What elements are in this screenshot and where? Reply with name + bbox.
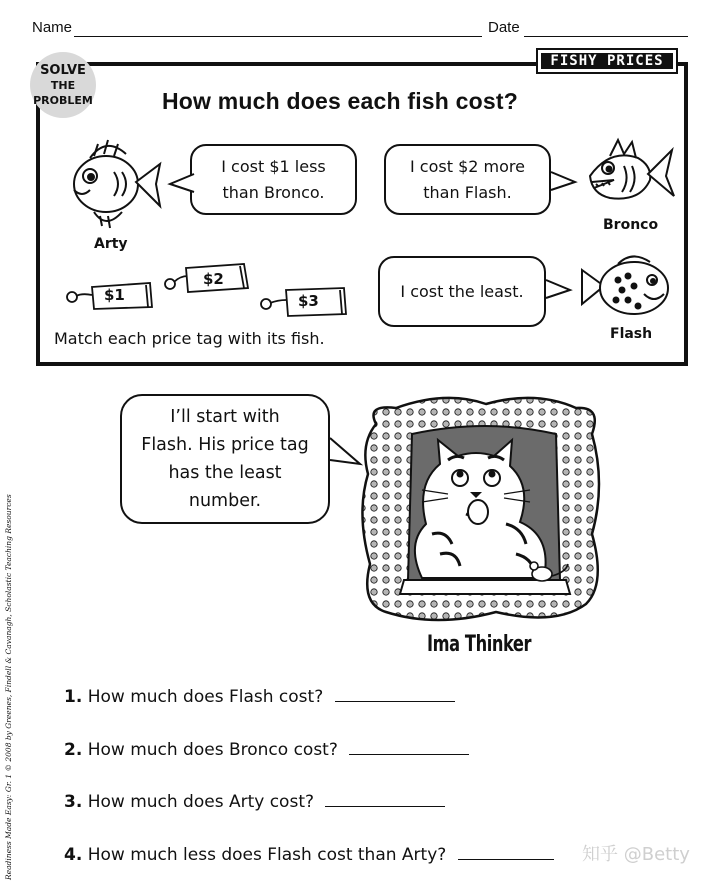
question-2-text: How much does Bronco cost? <box>87 740 338 760</box>
date-field[interactable] <box>524 36 688 37</box>
flash-fish-icon <box>578 250 678 326</box>
bronco-bubble-line-1: I cost $2 more <box>410 156 525 176</box>
arty-bubble-line-1: I cost $1 less <box>221 156 326 176</box>
flash-bubble-text: I cost the least. <box>400 281 524 301</box>
question-4-text: How much less does Flash cost than Arty? <box>87 845 447 865</box>
cat-bubble-line-3: has the least <box>168 463 282 483</box>
arty-bubble-line-2: than Bronco. <box>222 182 325 202</box>
cat-speech-bubble <box>120 394 330 524</box>
arty-name: Arty <box>94 236 128 252</box>
cat-thinker-icon <box>356 394 606 626</box>
date-label: Date <box>488 19 520 36</box>
flash-name: Flash <box>610 326 653 342</box>
badge-line-3: PROBLEM <box>33 93 93 107</box>
cat-caption: Ima Thinker <box>427 632 532 657</box>
badge-line-2: THE <box>50 78 76 92</box>
question-3-number: 3. <box>64 792 83 812</box>
header-row <box>32 16 692 38</box>
question-2-number: 2. <box>64 740 83 760</box>
flash-speech-bubble <box>378 256 546 327</box>
bronco-fish-icon <box>580 136 676 216</box>
question-3-text: How much does Arty cost? <box>87 792 315 812</box>
question-4-number: 4. <box>64 845 83 865</box>
answer-4-field[interactable] <box>458 846 554 860</box>
arty-fish-icon <box>60 132 164 236</box>
bronco-bubble-line-2: than Flash. <box>423 182 512 202</box>
question-2 <box>64 740 469 760</box>
question-1-number: 1. <box>64 687 83 707</box>
cat-bubble-line-1: I’ll start with <box>170 407 280 427</box>
answer-3-field[interactable] <box>325 793 445 807</box>
name-field[interactable] <box>74 36 482 37</box>
name-label: Name <box>32 19 73 36</box>
page-title: How much does each fish cost? <box>162 88 518 114</box>
watermark: 知乎 @Betty <box>582 844 690 865</box>
fishy-prices-tab: FISHY PRICES <box>538 50 676 72</box>
badge-line-1: SOLVE <box>40 62 86 78</box>
answer-2-field[interactable] <box>349 741 469 755</box>
bronco-speech-bubble <box>384 144 551 215</box>
match-instruction: Match each price tag with its fish. <box>54 329 325 348</box>
question-1 <box>64 687 455 707</box>
solve-badge <box>30 52 96 118</box>
cat-bubble-line-2: Flash. His price tag <box>141 435 309 455</box>
price-tag-1-label: $1 <box>104 286 125 304</box>
copyright-credit: Readiness Made Easy: Gr. 1 © 2008 by Greenes, Findell & Cavanagh, Scholastic Teaching Resources <box>4 494 13 880</box>
arty-speech-bubble <box>190 144 357 215</box>
question-1-text: How much does Flash cost? <box>87 687 324 707</box>
bronco-name: Bronco <box>603 217 659 233</box>
question-3 <box>64 792 445 812</box>
price-tag-2-label: $2 <box>203 270 224 288</box>
cat-bubble-line-4: number. <box>188 491 262 511</box>
price-tag-3-label: $3 <box>298 292 319 310</box>
answer-1-field[interactable] <box>335 688 455 702</box>
question-4 <box>64 845 554 865</box>
